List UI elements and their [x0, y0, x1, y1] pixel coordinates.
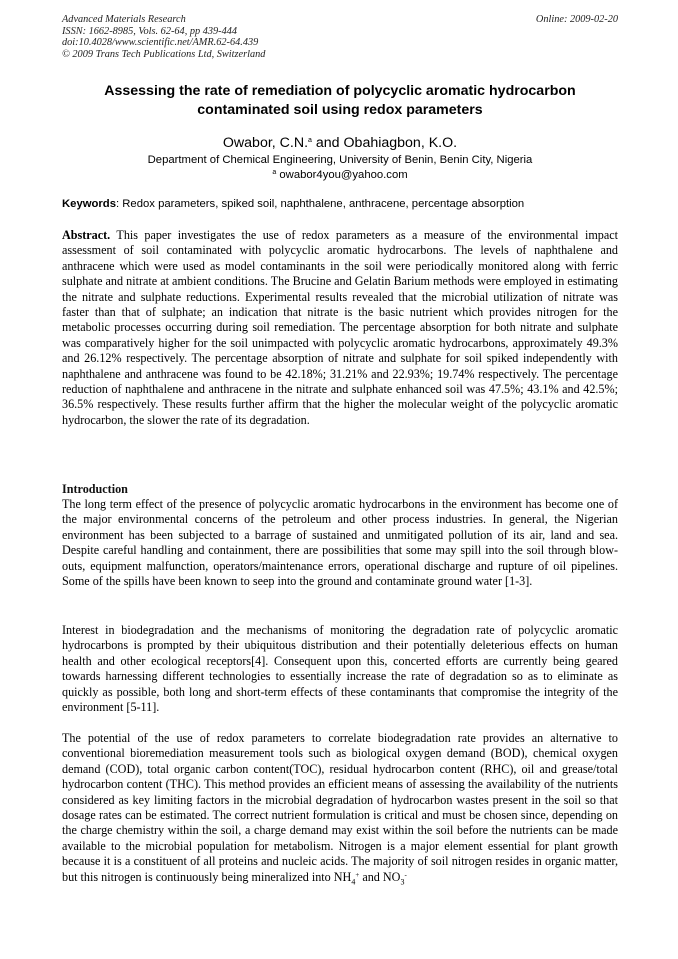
email-affil-mark: a [272, 169, 277, 176]
email-address: owabor4you@yahoo.com [279, 169, 408, 181]
nitrate-charge: - [404, 870, 407, 879]
journal-header [62, 14, 618, 60]
intro-paragraph-3-text: The potential of the use of redox parameters to correlate biodegradation rate provides an alternative to conventional bioremediation measurement tools such as biological oxygen demand (BOD), chemical oxygen demand (COD), total organic carbon content(TOC), residual hydrocarbon content (RHC), oil and grease/total hydrocarbon content (THC). This method provides an efficient means of assessing the availability of the nutrients considered as key limiting factors in the microbial degradation of hydrocarbon wastes present in the soil so that dosage rates can be estimated. The correct nutrient formulation is critical and must be chosen since, depending on the charge chemistry within the soil, a charge demand may exist within the soil before the nutrients can be made available to the microbial population for metabolism. Nitrogen is a major element essential for plant growth because it is a constituent of all proteins and nucleic acids. The majority of soil nitrogen resides in organic matter, but this nitrogen is continuously being mineralized into [62, 731, 618, 884]
ammonium-formula [333, 869, 360, 887]
nitrate-formula [382, 869, 407, 887]
intro-paragraph-1: The long term effect of the presence of polycyclic aromatic hydrocarbons in the environment has become one of the major environmental concerns of the petroleum and other process industries. In general, the Nigerian environment has been subjected to a barrage of sustained and unmitigated pollution of its air, land and sea. Despite careful handling and containment, there are possibilities that some may spill into the soil through blow-outs, equipment malfunction, operators/maintenance errors, operational discharge and rupture of oil pipelines. Some of the spills have been known to seep into the ground and contaminate ground water [1-3]. [62, 497, 618, 589]
online-date: Online: 2009-02-20 [535, 14, 618, 25]
abstract [62, 228, 618, 428]
ammonium-charge: + [355, 870, 360, 879]
ammonium-subscript: 4 [351, 877, 356, 887]
ammonium-base: NH [333, 869, 352, 884]
keywords [62, 197, 618, 212]
author-joiner: and [311, 135, 344, 151]
intro-paragraph-2: Interest in biodegradation and the mechanisms of monitoring the degradation rate of polycyclic aromatic hydrocarbons is prompted by their ubiquitous distribution and their potentially deleterious effects on human health and other ecological receptors[4]. Consequent upon this, concerted efforts are currently being geared towards harnessing different technologies to essentially increase the rate of degradation so as to eliminate as quickly as possible, both long and short-term effects of these contaminants that compromise the integrity of the environment [5-11]. [62, 623, 618, 715]
email-line [62, 168, 618, 183]
abstract-text: This paper investigates the use of redox parameters as a measure of the environmental impact assessment of soil contaminated with polycyclic aromatic hydrocarbons. The levels of naphthalene and anthracene which were used as model contaminants in the soil were periodically monitored along with ferric sulphate and nitrate at ambient conditions. The Brucine and Gelatin Barium methods were employed in estimating the nitrate and sulphate reductions. Experimental results revealed that the microbial utilization of nitrate was faster than that of sulphate; an indication that nitrate is the basic nutrient which provides nitrogen for the metabolic processes occurring during soil remediation. The percentage absorption for both nitrate and sulphate was comparatively higher for the soil unimpacted with polycyclic aromatic hydrocarbons, approximately 49.3% and 26.12% respectively. The percentage absorption of nitrate and sulphate for soil spiked independently with naphthalene and anthracene was found to be 42.18%; 31.21% and 22.93%; 19.74% respectively. The percentage reduction of naphthalene and anthracene in the nitrate and sulphate enhanced soil was 47.5%; 43.1% and 42.5%; 36.5% respectively. These results further affirm that the higher the molecular weight of the polycyclic aromatic hydrocarbon, the slower the rate of its degradation. [62, 228, 618, 427]
keywords-text: : Redox parameters, spiked soil, naphthalene, anthracene, percentage absorption [116, 198, 525, 210]
author-line [62, 134, 618, 152]
introduction-heading: Introduction [62, 482, 128, 496]
issn-line: ISSN: 1662-8985, Vols. 62-64, pp 439-444 [62, 25, 238, 37]
nitrate-subscript: 3 [400, 877, 405, 887]
nitrate-base: NO [382, 869, 401, 884]
journal-name: Advanced Materials Research [62, 14, 186, 25]
intro-paragraph-3 [62, 731, 618, 889]
formula-joiner: and [359, 869, 383, 884]
copyright-line: © 2009 Trans Tech Publications Ltd, Switzerland [62, 48, 266, 60]
paper-title: Assessing the rate of remediation of polycyclic aromatic hydrocarbon contaminated soil using redox parameters [104, 83, 576, 118]
doi-line: doi:10.4028/www.scientific.net/AMR.62-64.439 [62, 37, 259, 49]
abstract-label: Abstract. [62, 228, 111, 242]
author-2: Obahiagbon, K.O. [343, 135, 458, 151]
author-1-affil-mark: a [308, 137, 312, 144]
affiliation: Department of Chemical Engineering, University of Benin, Benin City, Nigeria [147, 154, 533, 166]
keywords-label: Keywords [62, 198, 116, 210]
author-1: Owabor, C.N. [222, 135, 309, 151]
